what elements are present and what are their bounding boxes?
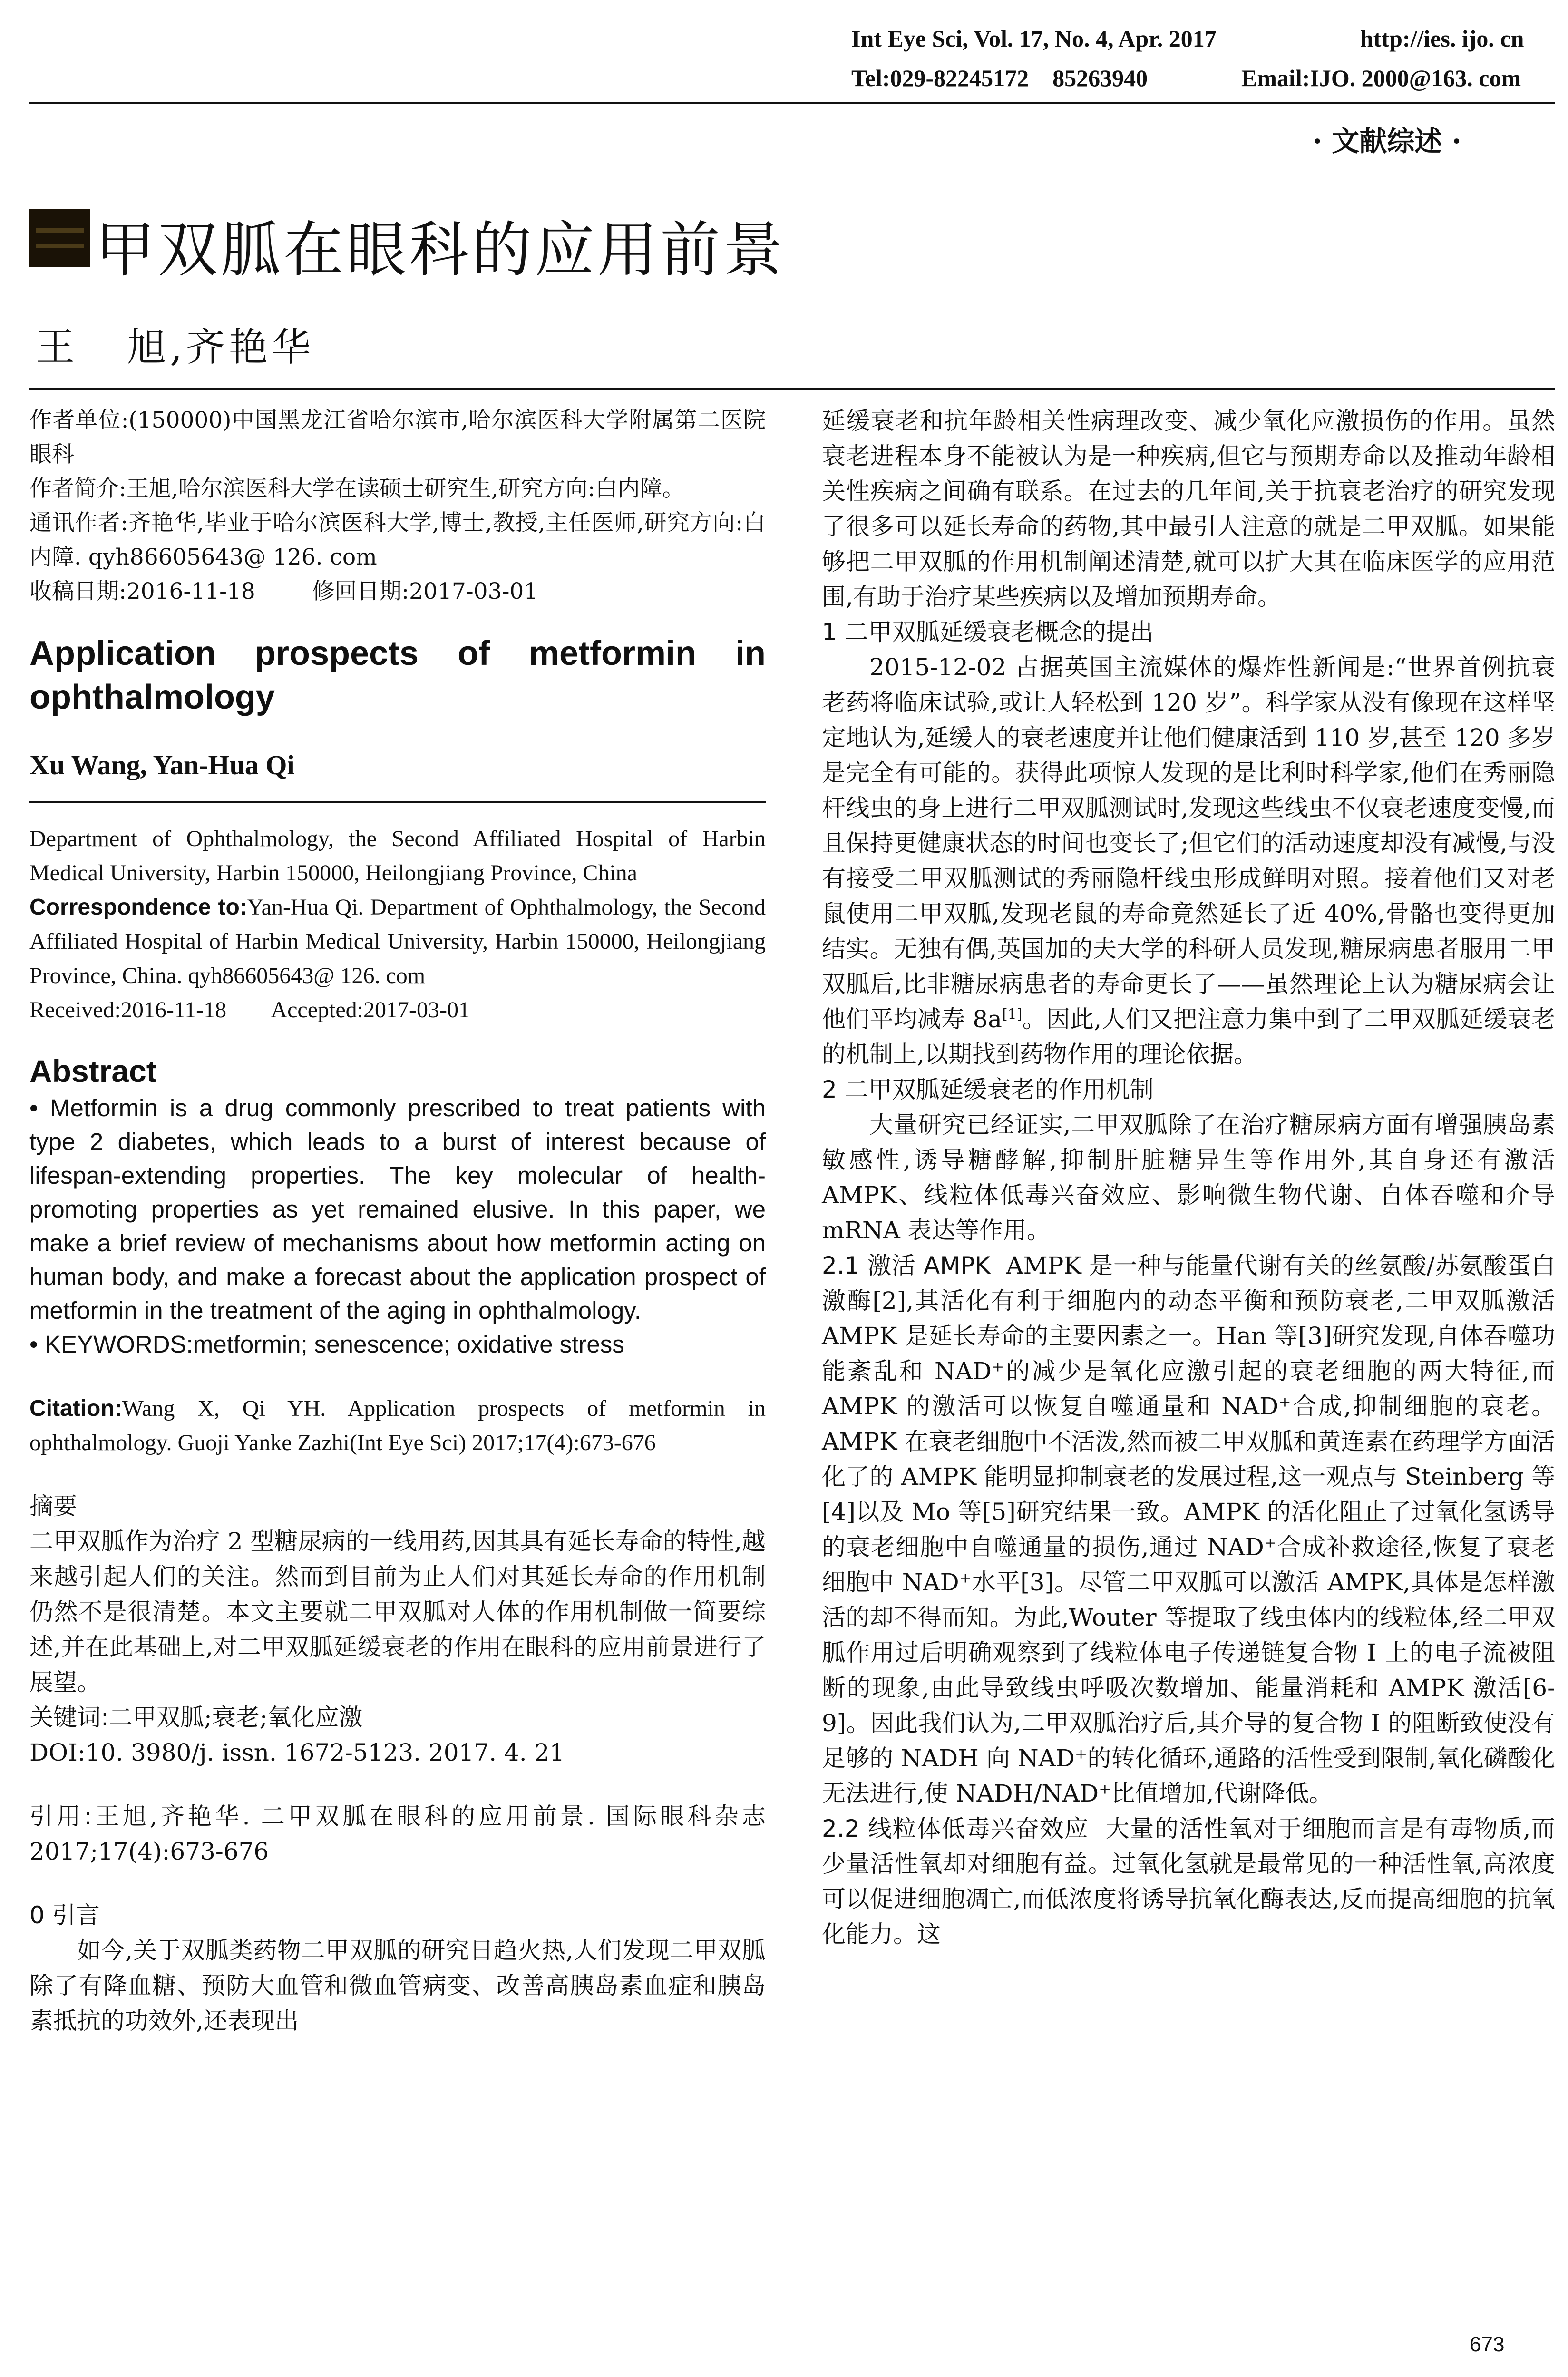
author-bio: 作者简介:王旭,哈尔滨医科大学在读硕士研究生,研究方向:白内障。 [29, 476, 685, 502]
keywords-cn-text: 二甲双胍;衰老;氧化应激 [108, 1704, 363, 1731]
citation-en [29, 1392, 766, 1460]
abstract-cn-heading: 摘要 [29, 1492, 77, 1520]
abstract-cn-text: 二甲双胍作为治疗 2 型糖尿病的一线用药,因其具有延长寿命的特性,越来越引起人们的关注。然而到目前为止人们对其延长寿命的作用机制仍然不是很清楚。本文主要就二甲双胍对人体的作用机制做一简要综述,并在此基础上,对二甲双胍延缓衰老的作用在眼科的应用前景进行了展望。 [29, 1528, 766, 1696]
journal-citation-line: Int Eye Sci, Vol. 17, No. 4, Apr. 2017 [851, 25, 1217, 52]
intro-text: 如今,关于双胍类药物二甲双胍的研究日趋火热,人们发现二甲双胍除了有降血糖、预防大血管和微血管病变、改善高胰岛素血症和胰岛素抵抗的功效外,还表现出 [29, 1937, 766, 2035]
section22-text: 大量的活性氧对于细胞而言是有毒物质,而少量活性氧却对细胞有益。过氧化氢就是最常见的一种活性氧,高浓度可以促进细胞凋亡,而低浓度将诱导抗氧化酶表达,反而提高细胞的抗氧化能力。这 [822, 1815, 1555, 1948]
intro-heading: 0 引言 [29, 1901, 100, 1929]
right-column [822, 403, 1555, 1952]
section1-body: 2015-12-02 占据英国主流媒体的爆炸性新闻是:“世界首例抗衰老药将临床试验,或让人轻松到 120 岁”。科学家从没有像现在这样坚定地认为,延缓人的衰老速度并让他们健康活到 110 岁,甚至 120 多岁是完全有可能的。获得此项惊人发现的是比利时科学家,他们在秀丽隐杆线虫的身上进行二甲双胍测试时,发现这些线虫不仅衰老速度变慢,而且保持更健康状态的时间也变长了;但它们的活动速度却没有减慢,与没有接受二甲双胍测试的秀丽隐杆线虫形成鲜明对照。接着他们又对老鼠使用二甲双胍,发现老鼠的寿命竟然延长了近 40%,骨骼也变得更加结实。无独有偶,英国加的夫大学的科研人员发现,糖尿病患者服用二甲双胍后,比非糖尿病患者的寿命更长了——虽然理论上认为糖尿病会让他们平均减寿 8a [822, 653, 1555, 1033]
authors-cn: 王 旭,齐艳华 [36, 325, 315, 370]
intro-continued: 延缓衰老和抗年龄相关性病理改变、减少氧化应激损伤的作用。虽然衰老进程本身不能被认为是一种疾病,但它与预期寿命以及推动年龄相关性疾病之间确有联系。在过去的几年间,关于抗衰老治疗的研究发现了很多可以延长寿命的药物,其中最引人注意的就是二甲双胍。如果能够把二甲双胍的作用机制阐述清楚,就可以扩大其在临床医学的应用范围,有助于治疗某些疾病以及增加预期寿命。 [822, 407, 1555, 611]
section21 [822, 1248, 1555, 1811]
section22 [822, 1811, 1555, 1952]
journal-url[interactable]: http://ies. ijo. cn [1360, 25, 1524, 52]
abstract-text: • Metformin is a drug commonly prescribed to treat patients with type 2 diabetes, which leads to a burst of interest because of lifespan-extending properties. The key molecular of health-promoting properties as yet remained elusive. In this paper, we make a brief review of mechanisms about how metformin acting on human body, and make a forecast about the application prospect of metformin in the treatment of the aging in ophthalmology. [29, 1094, 766, 1324]
left-column [29, 403, 766, 2038]
citation-label: Citation: [29, 1396, 122, 1421]
abstract-heading: Abstract [29, 1053, 157, 1089]
citation-cn-text: 王旭,齐艳华. 二甲双胍在眼科的应用前景. 国际眼科杂志 2017;17(4):673-676 [29, 1802, 766, 1865]
section2-heading: 2 二甲双胍延缓衰老的作用机制 [822, 1076, 1154, 1103]
citation-text: Wang X, Qi YH. Application prospects of metformin in ophthalmology. Guoji Yanke Zazhi(Int Eye Sci) 2017;17(4):673-676 [29, 1396, 766, 1455]
affiliation-cn [29, 403, 766, 609]
section2-text: 大量研究已经证实,二甲双胍除了在治疗糖尿病方面有增强胰岛素敏感性,诱导糖酵解,抑制肝脏糖异生等作用外,其自身还有激活 AMPK、线粒体低毒兴奋效应、影响微生物代谢、自体吞噬和介导 mRNA 表达等作用。 [822, 1111, 1555, 1244]
authors-en: Xu Wang, Yan-Hua Qi [29, 750, 295, 780]
received-accepted: Received:2016-11-18 Accepted:2017-03-01 [29, 997, 470, 1023]
header-rule [29, 102, 1555, 104]
ref-1[interactable]: [1] [1002, 1006, 1023, 1023]
section1-body-end: 。因此,人们又把注意力集中到了二甲双胍延缓衰老的机制上,以期找到药物作用的理论依据。 [822, 1005, 1555, 1068]
title-marker-icon [29, 209, 90, 267]
title-rule [29, 388, 1555, 390]
authors-en-rule [29, 801, 766, 803]
article-title-en: Application prospects of metformin in ophthalmology [29, 634, 766, 716]
section21-text: AMPK 是一种与能量代谢有关的丝氨酸/苏氨酸蛋白激酶[2],其活化有利于细胞内的动态平衡和预防衰老,二甲双胍激活 AMPK 是延长寿命的主要因素之一。Han 等[3]研究发现,自体吞噬功能紊乱和 NAD⁺的减少是氧化应激引起的衰老细胞的两大特征,而 AMPK 的激活可以恢复自噬通量和 NAD⁺合成,抑制细胞的衰老。AMPK 在衰老细胞中不活泼,然而被二甲双胍和黄连素在药理学方面活化了的 AMPK 能明显抑制衰老的发展过程,这一观点与 Steinberg 等[4]以及 Mo 等[5]研究结果一致。AMPK 的活化阻止了过氧化氢诱导的衰老细胞中自噬通量的损伤,通过 NAD⁺合成补救途径,恢复了衰老细胞中 NAD⁺水平[3]。尽管二甲双胍可以激活 AMPK,具体是怎样激活的却不得而知。为此,Wouter 等提取了线虫体内的线粒体,经二甲双胍作用过后明确观察到了线粒体电子传递链复合物 Ⅰ 上的电子流被阻断的现象,由此导致线虫呼吸次数增加、能量消耗和 AMPK 激活[6-9]。因此我们认为,二甲双胍治疗后,其介导的复合物 Ⅰ 的阻断致使没有足够的 NADH 向 NAD⁺的转化循环,通路的活性受到限制,氧化磷酸化无法进行,使 NADH/NAD⁺比值增加,代谢降低。 [822, 1252, 1555, 1807]
section1-text [822, 650, 1555, 1072]
citation-cn-label: 引用: [29, 1802, 92, 1830]
correspondence [29, 890, 766, 993]
journal-tel: Tel:029-82245172 85263940 [851, 65, 1148, 91]
journal-email[interactable]: Email:IJO. 2000@163. com [1241, 65, 1521, 91]
section21-label: 2.1 激活 AMPK [822, 1252, 991, 1279]
affiliation-en: Department of Ophthalmology, the Second Affiliated Hospital of Harbin Medical University, Harbin 150000, Heilongjiang Province, China [29, 826, 766, 886]
keywords-en: • KEYWORDS:metformin; senescence; oxidative stress [29, 1331, 624, 1358]
received-date-cn: 收稿日期:2016-11-18 修回日期:2017-03-01 [29, 578, 538, 604]
section1-heading: 1 二甲双胍延缓衰老概念的提出 [822, 618, 1154, 646]
doi[interactable]: DOI:10. 3980/j. issn. 1672-5123. 2017. 4. 21 [29, 1739, 565, 1766]
section22-label: 2.2 线粒体低毒兴奋效应 [822, 1815, 1089, 1842]
page-number: 673 [1470, 2333, 1505, 2356]
keywords-cn-label: 关键词: [29, 1704, 109, 1731]
citation-cn [29, 1799, 766, 1869]
correspondence-text: Yan-Hua Qi. Department of Ophthalmology, the Second Affiliated Hospital of Harbin Medical University, Harbin 150000, Heilongjiang Province, China. qyh86605643@ 126. com [29, 895, 766, 988]
article-title-cn: 甲双胍在眼科的应用前景 [95, 215, 786, 285]
corresponding-author: 通讯作者:齐艳华,毕业于哈尔滨医科大学,博士,教授,主任医师,研究方向:白内障. qyh86605643@ 126. com [29, 510, 766, 570]
section-category: · 文献综述 · [1313, 125, 1461, 157]
correspondence-label: Correspondence to: [29, 895, 247, 920]
keywords-cn [29, 1700, 766, 1735]
author-unit: 作者单位:(150000)中国黑龙江省哈尔滨市,哈尔滨医科大学附属第二医院眼科 [29, 407, 766, 468]
